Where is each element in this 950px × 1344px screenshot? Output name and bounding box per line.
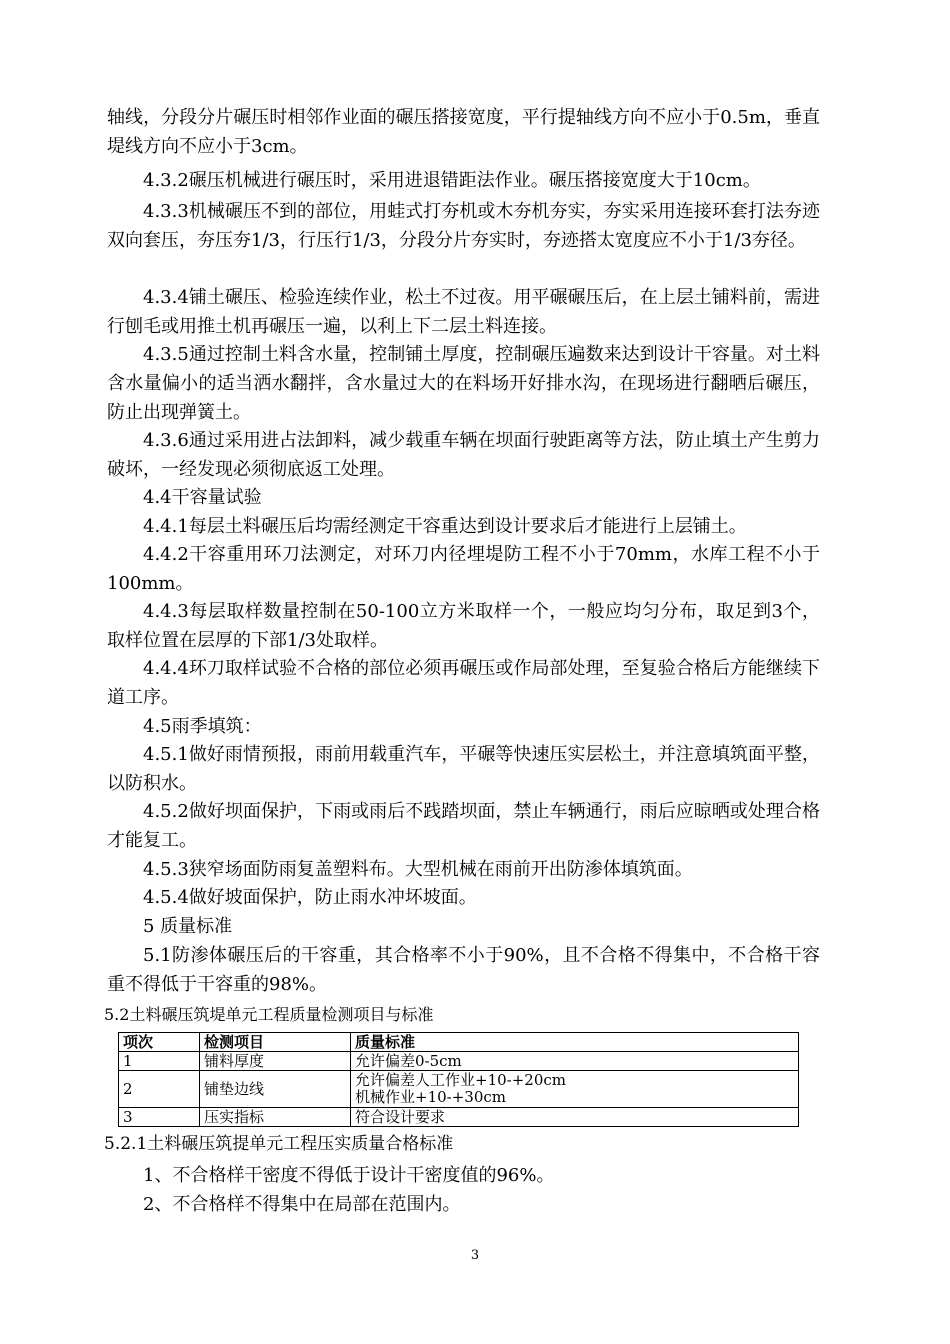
quality-table [118,1032,799,1127]
paragraph-4-4-3: 4.4.3每层取样数量控制在50-100立方米取样一个，一般应均匀分布，取足到3个，取样位置在层厚的下部1/3处取样。 [107,601,820,651]
paragraph-4-5-3: 4.5.3狭窄场面防雨复盖塑料布。大型机械在雨前开出防渗体填筑面。 [143,859,693,880]
paragraph-4-5-4: 4.5.4做好坡面保护，防止雨水冲坏坡面。 [143,887,477,908]
table-cell: 铺垫边线 [200,1071,351,1108]
table-cell: 压实指标 [200,1108,351,1127]
heading-4-4: 4.4干容量试验 [143,487,262,508]
paragraph-4-3-6: 4.3.6通过采用进占法卸料，减少载重车辆在坝面行驶距离等方法，防止填土产生剪力破坏，一经发现必须彻底返工处理。 [107,430,820,480]
page-number: 3 [470,1248,480,1263]
table-header: 检测项目 [200,1033,351,1052]
paragraph-4-4-1: 4.4.1每层土料碾压后均需经测定干容重达到设计要求后才能进行上层铺土。 [143,516,747,537]
heading-4-5: 4.5雨季填筑： [143,716,262,737]
paragraph-4-3-4: 4.3.4铺土碾压、检验连续作业，松土不过夜。用平碾碾压后，在上层土铺料前，需进行刨毛或用推土机再碾压一遍，以利上下二层土料连接。 [107,287,820,337]
paragraph-4-4-2: 4.4.2干容重用环刀法测定，对环刀内径埋堤防工程不小于70mm，水库工程不小于100mm。 [107,544,820,594]
table-header: 项次 [119,1033,200,1052]
table-cell: 1 [119,1052,200,1071]
paragraph-continuation: 轴线，分段分片碾压时相邻作业面的碾压搭接宽度，平行提轴线方向不应小于0.5m，垂直堤线方向不应小于3cm。 [107,107,820,157]
table-cell: 2 [119,1071,200,1108]
paragraph-4-3-5: 4.3.5通过控制土料含水量，控制铺土厚度，控制碾压遍数来达到设计干容量。对土料含水量偏小的适当洒水翻拌，含水量过大的在料场开好排水沟，在现场进行翻晒后碾压，防止出现弹簧土。 [107,344,820,423]
table-cell: 铺料厚度 [200,1052,351,1071]
list-item: 2、不合格样不得集中在局部在范围内。 [143,1194,461,1215]
paragraph-4-3-2: 4.3.2碾压机械进行碾压时，采用进退错距法作业。碾压搭接宽度大于10cm。 [143,170,761,191]
paragraph-4-5-1: 4.5.1做好雨情预报，雨前用载重汽车，平碾等快速压实层松土，并注意填筑面平整，以防积水。 [107,744,820,794]
paragraph-4-4-4: 4.4.4环刀取样试验不合格的部位必须再碾压或作局部处理，至复验合格后方能继续下道工序。 [107,658,820,708]
section-5-2-1-title: 5.2.1土料碾压筑提单元工程压实质量合格标准 [104,1134,454,1154]
table-caption: 5.2土料碾压筑堤单元工程质量检测项目与标准 [104,1005,434,1024]
table-cell: 允许偏差0-5cm [351,1052,799,1071]
paragraph-5-1: 5.1防渗体碾压后的干容重，其合格率不小于90%，且不合格不得集中，不合格干容重不得低于干容重的98%。 [107,945,820,995]
paragraph-4-3-3: 4.3.3机械碾压不到的部位，用蛙式打夯机或木夯机夯实，夯实采用连接环套打法夯迹双向套压，夯压夯1/3，行压行1/3，分段分片夯实时，夯迹搭太宽度应不小于1/3夯径。 [107,201,820,251]
heading-5: 5 质量标准 [143,916,233,937]
table-row [119,1108,799,1127]
table-row [119,1052,799,1071]
table-cell: 3 [119,1108,200,1127]
table-header-row [119,1033,799,1052]
table-cell: 允许偏差人工作业+10-+20cm 机械作业+10-+30cm [351,1071,799,1108]
list-item: 1、不合格样干密度不得低于设计干密度值的96%。 [143,1165,555,1186]
table-header: 质量标准 [351,1033,799,1052]
table-row [119,1071,799,1108]
paragraph-4-5-2: 4.5.2做好坝面保护，下雨或雨后不践踏坝面，禁止车辆通行，雨后应晾晒或处理合格才能复工。 [107,801,820,851]
table-cell: 符合设计要求 [351,1108,799,1127]
